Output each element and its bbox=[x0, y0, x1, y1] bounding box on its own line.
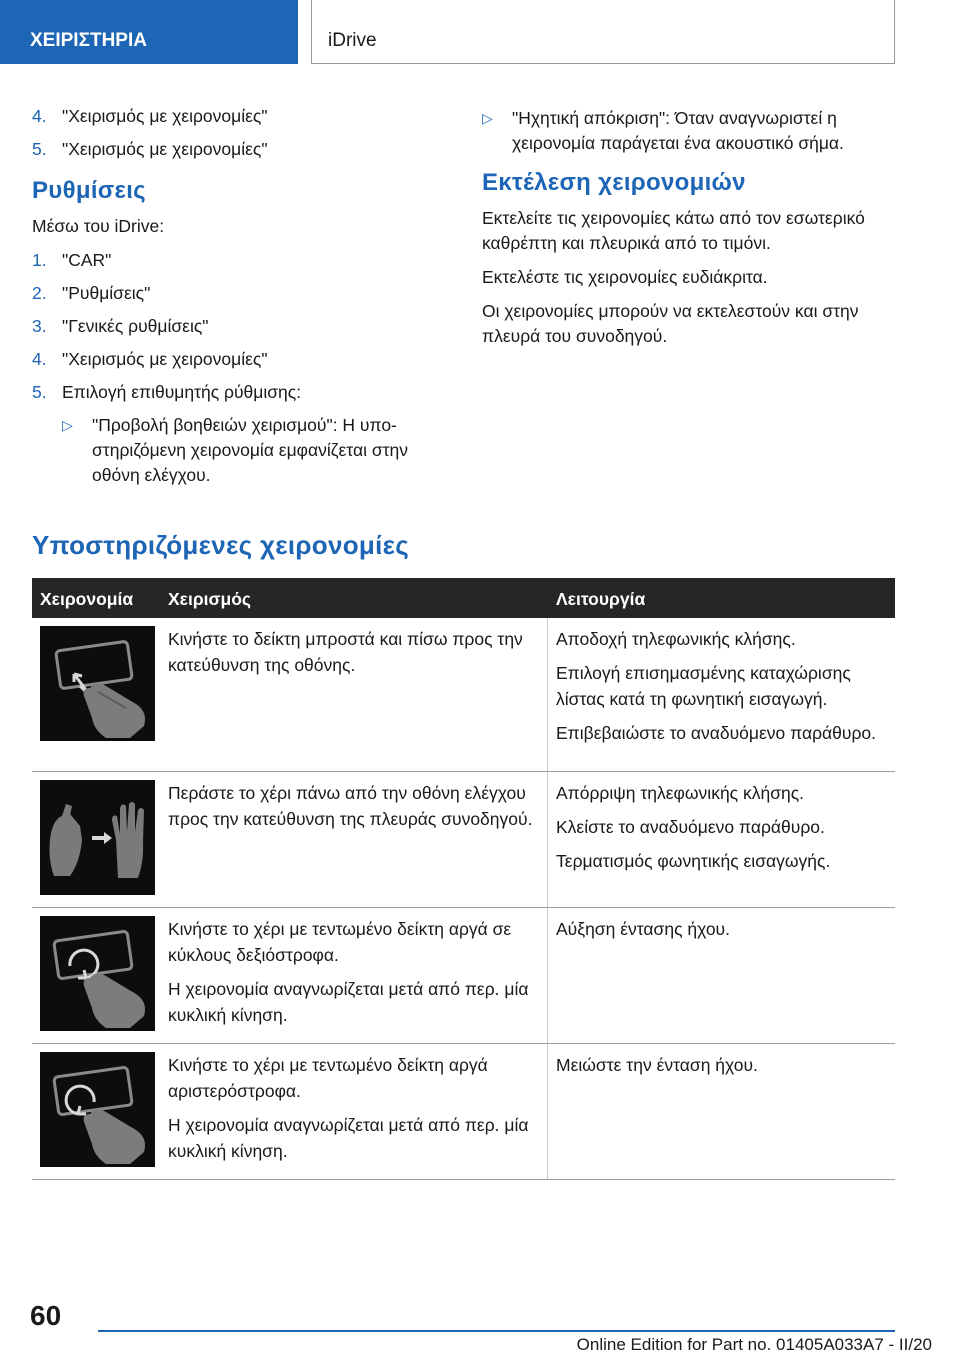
list-item: 2. "Ρυθμίσεις" bbox=[32, 283, 151, 303]
paragraph: Οι χειρονομίες μπορούν να εκτελεστούν και στην πλευρά του συνοδηγού. bbox=[482, 301, 859, 346]
steps-list bbox=[32, 248, 452, 405]
list-item: 3. "Γενικές ρυθμίσεις" bbox=[32, 316, 209, 336]
column-header: Χειρισμός bbox=[168, 589, 251, 609]
left-column bbox=[32, 104, 452, 496]
operation-text: Περάστε το χέρι πάνω από την οθόνη ελέγχου προς την κατεύθυνση της πλευράς συνοδηγού. bbox=[168, 783, 533, 829]
operation-text: Κινήστε το χέρι με τεντωμένο δείκτη αργά σε κύκλους δεξιόστροφα. bbox=[168, 919, 512, 965]
function-text: Επιλογή επισημασμένης καταχώρισης λίστας κατά τη φωνητική εισαγωγή. bbox=[556, 663, 851, 709]
perform-gestures-heading: Εκτέλεση χειρονομιών bbox=[482, 169, 746, 196]
operation-text: Η χειρονομία αναγνωρίζεται μετά από περ. μία κυκλική κίνηση. bbox=[168, 979, 529, 1025]
chapter-header: iDrive bbox=[311, 0, 895, 64]
circle-counterclockwise-icon bbox=[40, 1052, 155, 1167]
top-list bbox=[32, 104, 452, 162]
paragraph: Εκτελέστε τις χειρονομίες ευδιάκριτα. bbox=[482, 267, 768, 287]
gestures-table bbox=[32, 578, 895, 1180]
finger-swipe-icon bbox=[40, 626, 155, 741]
table-row bbox=[32, 772, 895, 908]
page-number: 60 bbox=[30, 1300, 62, 1331]
operation-text: Κινήστε το δείκτη μπροστά και πίσω προς την κατεύθυνση της οθόνης. bbox=[168, 629, 523, 675]
triangle-bullet-icon: ▷ bbox=[482, 110, 493, 126]
operation-text: Κινήστε το χέρι με τεντωμένο δείκτη αργά αριστερόστροφα. bbox=[168, 1055, 488, 1101]
footer-divider bbox=[98, 1330, 895, 1332]
function-text: Αποδοχή τηλεφωνικής κλήσης. bbox=[556, 629, 796, 649]
function-text: Επιβεβαιώστε το αναδυόμενο παράθυρο. bbox=[556, 723, 876, 743]
section-header: ΧΕΙΡΙΣΤΗΡΙΑ bbox=[0, 0, 298, 64]
function-text: Τερματισμός φωνητικής εισαγωγής. bbox=[556, 851, 831, 871]
function-text: Κλείστε το αναδυόμενο παράθυρο. bbox=[556, 817, 825, 837]
settings-bullets-cont bbox=[482, 106, 896, 156]
via-idrive-text: Μέσω του iDrive: bbox=[32, 216, 165, 236]
list-item: 1. "CAR" bbox=[32, 250, 112, 270]
bullet-item: ▷ "Ηχητική απόκριση": Όταν αναγνωριστεί η χειρονομία παράγεται ένα ακουστικό σήμα. bbox=[482, 108, 844, 153]
bullet-item: ▷ "Προβολή βοηθειών χειρισμού": Η υποστηριζόμενη χειρονομία εμφανίζεται στην οθόνη ελέγχου. bbox=[62, 415, 409, 485]
hand-swipe-icon bbox=[40, 780, 155, 895]
function-text: Απόρριψη τηλεφωνικής κλήσης. bbox=[556, 783, 805, 803]
table-row bbox=[32, 908, 895, 1044]
edition-text: Online Edition for Part no. 01405A033A7 - II/20 bbox=[576, 1335, 932, 1354]
table-row bbox=[32, 1044, 895, 1180]
table-row bbox=[32, 618, 895, 772]
function-text: Αύξηση έντασης ήχου. bbox=[556, 919, 730, 939]
table-header bbox=[32, 578, 895, 618]
supported-gestures-heading: Υποστηριζόμενες χειρονομίες bbox=[32, 530, 410, 560]
column-header: Χειρονομία bbox=[40, 589, 134, 609]
operation-text: Η χειρονομία αναγνωρίζεται μετά από περ. μία κυκλική κίνηση. bbox=[168, 1115, 529, 1161]
settings-heading: Ρυθμίσεις bbox=[32, 177, 146, 204]
list-item: 5. Επιλογή επιθυμητής ρύθμισης: bbox=[32, 382, 302, 402]
list-item: 5. "Χειρισμός με χειρονομίες" bbox=[32, 139, 268, 159]
circle-clockwise-icon bbox=[40, 916, 155, 1031]
column-header: Λειτουργία bbox=[556, 589, 646, 609]
right-column bbox=[482, 104, 896, 358]
triangle-bullet-icon: ▷ bbox=[62, 417, 73, 433]
settings-bullets bbox=[62, 413, 452, 488]
list-item: 4. "Χειρισμός με χειρονομίες" bbox=[32, 106, 268, 126]
list-item: 4. "Χειρισμός με χειρονομίες" bbox=[32, 349, 268, 369]
paragraph: Εκτελείτε τις χειρονομίες κάτω από τον εσωτερικό καθρέπτη και πλευρικά από το τιμόνι. bbox=[482, 208, 865, 253]
function-text: Μειώστε την ένταση ήχου. bbox=[556, 1055, 758, 1075]
